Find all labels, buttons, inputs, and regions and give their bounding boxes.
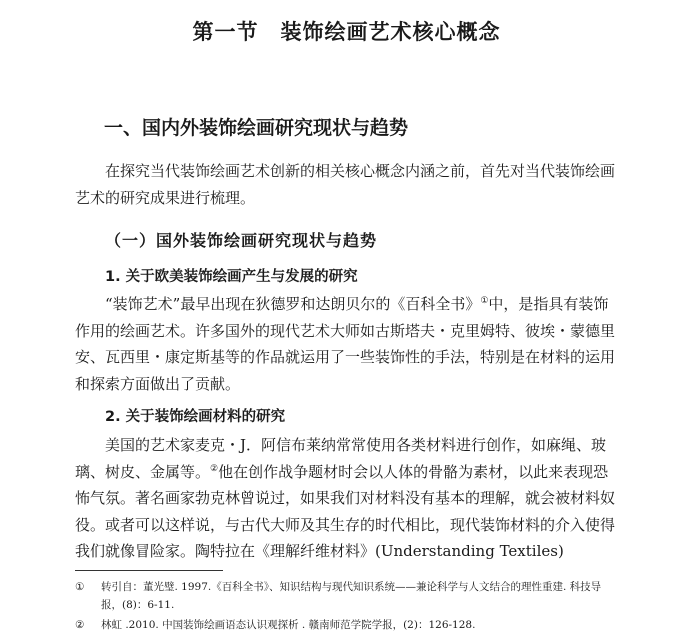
- item1-heading: 1. 关于欧美装饰绘画产生与发展的研究: [105, 269, 358, 285]
- item2-text-b: 他在创作战争题材时会以人体的骨骼为素材，以此来表现恐怖气氛。著名画家勃克林曾说过，如果我们对材料没有基本的理解，就会被材料奴役。或者可以这样说，与古代大师及其生存的时代相比，现代装饰材料的介入使得我们就像冒险家。陶特拉在《理解纤维材料》(Understanding Textiles): [75, 462, 616, 560]
- item2-paragraph: [75, 432, 615, 565]
- chapter-title: 第一节 装饰绘画艺术核心概念: [192, 20, 501, 44]
- item1-paragraph: [75, 291, 615, 397]
- footnote-ref-2[interactable]: ②: [210, 463, 219, 474]
- footnote-divider: [75, 570, 223, 571]
- footnote-item: [75, 616, 615, 634]
- footnote-list: [75, 578, 615, 636]
- footnote-text: 转引自：董光璧. 1997.《百科全书》、知识结构与现代知识系统——兼论科学与人文结合的理性重建. 科技导报，(8)：6-11.: [101, 581, 602, 611]
- item1-text-a: “装饰艺术”最早出现在狄德罗和达朗贝尔的《百科全书》: [105, 295, 481, 313]
- intro-paragraph: 在探究当代装饰绘画艺术创新的相关核心概念内涵之前，首先对当代装饰绘画艺术的研究成果进行梳理。: [75, 162, 616, 207]
- item2-text-a: 美国的艺术家麦克・J．阿信布莱纳常常使用各类材料进行创作，如麻绳、玻璃、树皮、金属等。: [75, 436, 607, 481]
- footnote-item: [75, 578, 615, 614]
- item2-heading: 2. 关于装饰绘画材料的研究: [105, 409, 286, 425]
- subsection-heading: （一）国外装饰绘画研究现状与趋势: [105, 231, 378, 250]
- section-heading: 一、国内外装饰绘画研究现状与趋势: [104, 117, 409, 139]
- item1-text-b: 中，是指具有装饰作用的绘画艺术。许多国外的现代艺术大师如古斯塔夫・克里姆特、彼埃・蒙德里安、瓦西里・康定斯基等的作品就运用了一些装饰性的手法，特别是在材料的运用和探索方面做出了贡献。: [75, 295, 616, 393]
- footnote-mark: ①: [75, 581, 85, 593]
- footnote-ref-1[interactable]: ①: [480, 296, 489, 306]
- footnote-text: 林虹 .2010. 中国装饰绘画语态认识观探析 . 赣南师范学院学报，(2)：126-128.: [101, 619, 476, 631]
- footnote-mark: ②: [75, 619, 85, 631]
